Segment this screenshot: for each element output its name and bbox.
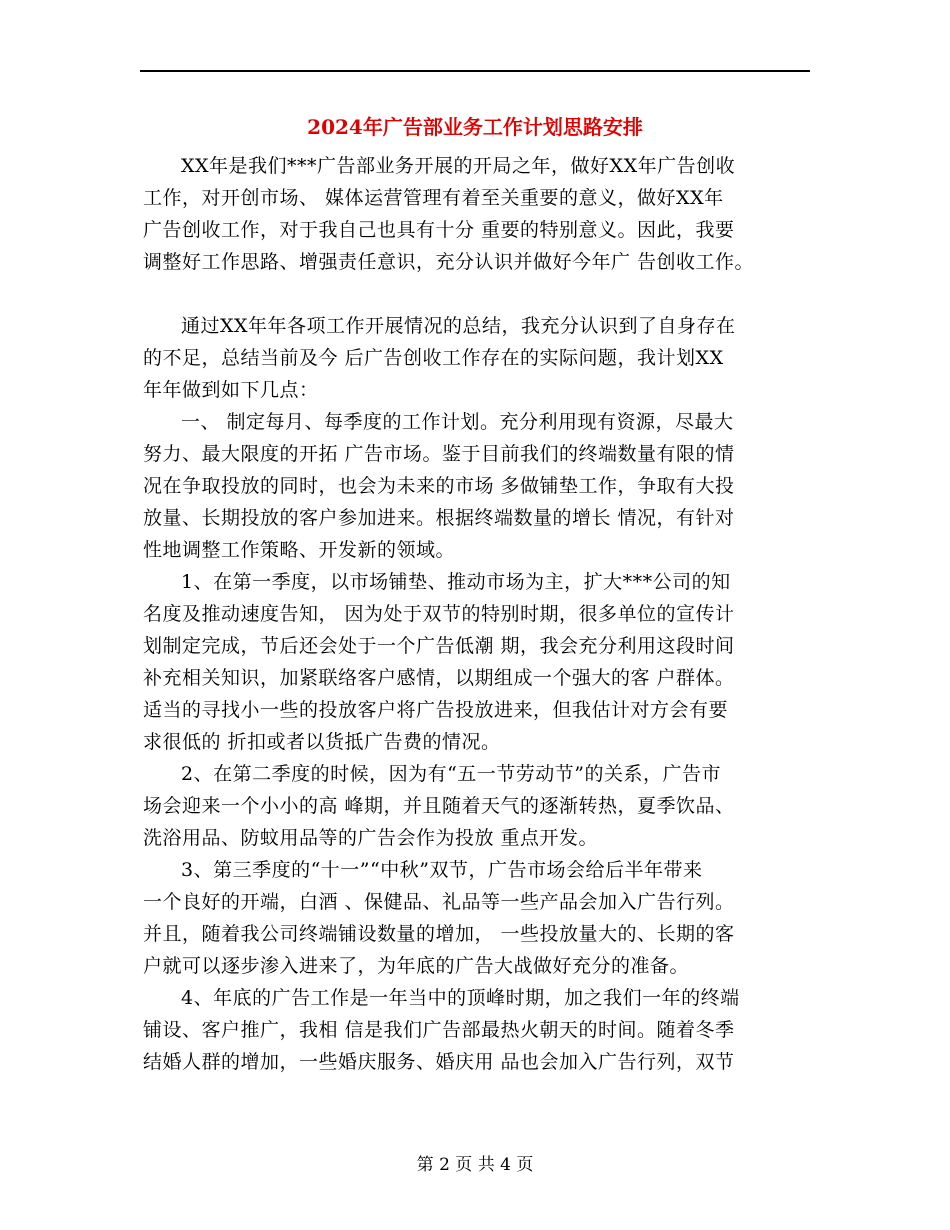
page-number: 第 2 页 共 4 页 [416,1155,534,1175]
document-title: 2024年广告部业务工作计划思路安排 [307,115,643,139]
paragraph-intro: XX年是我们***广告部业务开展的开局之年，做好XX年广告创收 工作，对开创市场、 媒体运营管理有着至关重要的意义，做好XX年 广告创收工作，对于我自己也具有十分 重要的特别意义。因此，我要 调整好工作思路、增强责任意识，充分认识并做好今年广 告创收工作。 [143,155,755,273]
paragraph-plan-overview: 一、 制定每月、每季度的工作计划。充分利用现有资源，尽最大 努力、最大限度的开拓 广告市场。鉴于目前我们的终端数量有限的情 况在争取投放的同时，也会为未来的市场 多做铺垫工作，争取有大投 放量、长期投放的客户参加进来。根据终端数量的增长 情况，有针对 性地调整工作策略、开发新的领域。 [143,411,735,561]
paragraph-q1: 1、在第一季度，以市场铺垫、推动市场为主，扩大***公司的知 名度及推动速度告知， 因为处于双节的特别时期，很多单位的宣传计 划制定完成，节后还会处于一个广告低潮 期，我会充分利用这段时间 补充相关知识，加紧联络客户感情，以期组成一个强大的客 户群体。 适当的寻找小一些的投放客户将广告投放进来，但我估计对方会有要 求很低的 折扣或者以货抵广告费的情况。 [143,571,735,753]
paragraph-q4: 4、年底的广告工作是一年当中的顶峰时期，加之我们一年的终端 铺设、客户推广，我相 信是我们广告部最热火朝天的时间。随着冬季 结婚人群的增加，一些婚庆服务、婚庆用 品也会加入广告行列，双节 [143,987,740,1073]
document-body [143,150,813,1078]
paragraph-q2: 2、在第二季度的时候，因为有“五一节劳动节”的关系，广告市 场会迎来一个小小的高 峰期，并且随着天气的逐渐转热，夏季饮品、 洗浴用品、防蚊用品等的广告会作为投放 重点开发。 [143,763,735,849]
header-rule [140,70,810,72]
paragraph-summary: 通过XX年年各项工作开展情况的总结，我充分认识到了自身存在 的不足，总结当前及今 后广告创收工作存在的实际问题，我计划XX 年年做到如下几点： [143,315,736,401]
paragraph-q3: 3、第三季度的“十一”“中秋”双节，广告市场会给后半年带来 一个良好的开端，白酒 、保健品、礼品等一些产品会加入广告行列。 并且，随着我公司终端铺设数量的增加， 一些投放量大的、长期的客 户就可以逐步渗入进来了，为年底的广告大战做好充分的准备。 [143,859,735,977]
